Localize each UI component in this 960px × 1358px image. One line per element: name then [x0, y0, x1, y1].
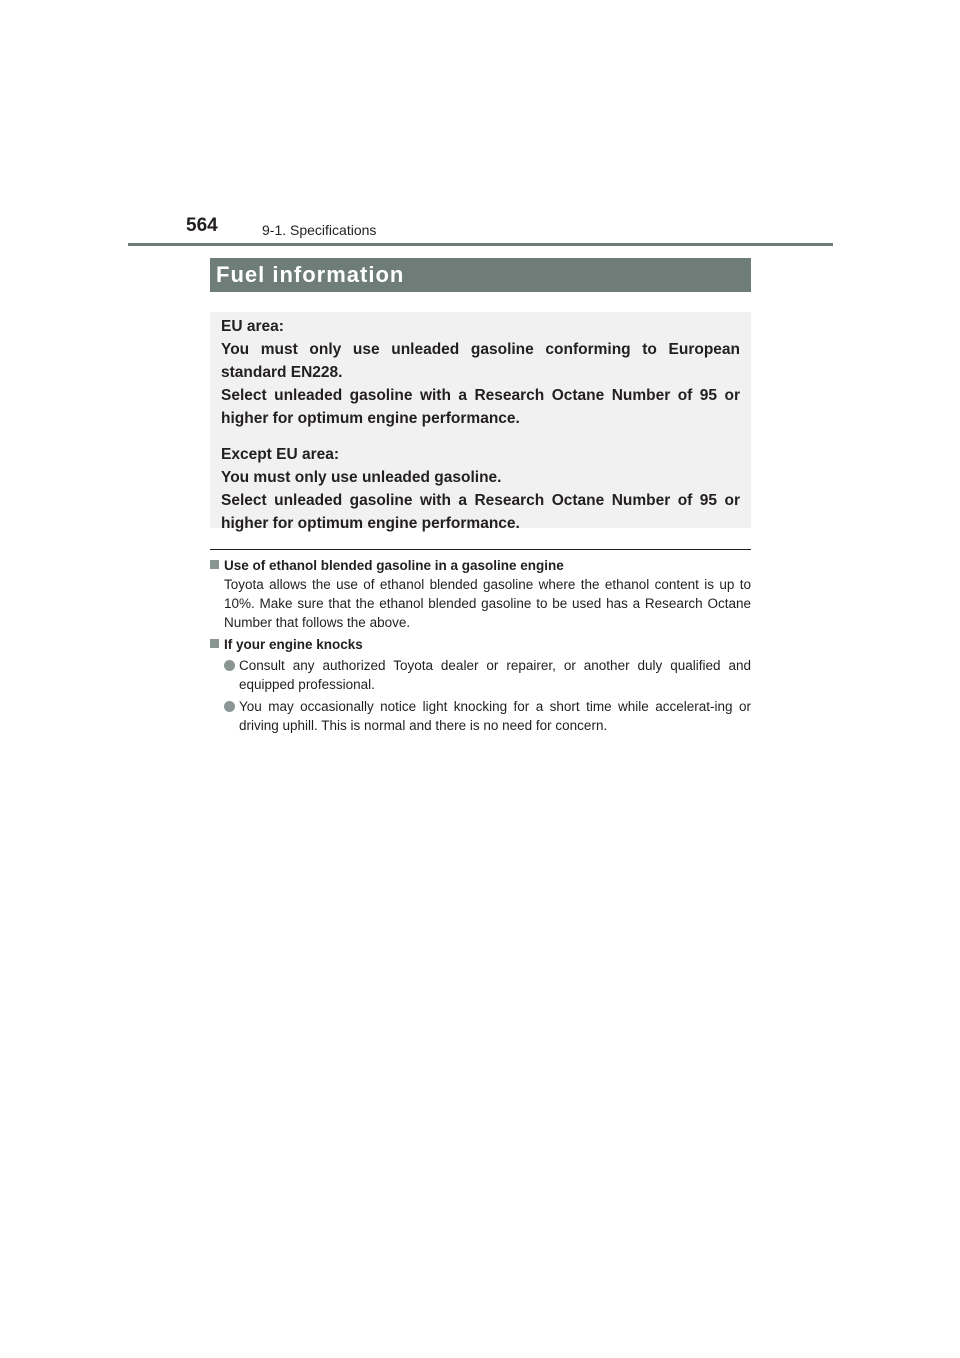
eu-area-text-1: You must only use unleaded gasoline conforming to European standard EN228.: [221, 341, 740, 381]
note-title-row: [210, 556, 751, 575]
note-title-row: [210, 635, 751, 654]
list-item-text: Consult any authorized Toyota dealer or repairer, or another duly qualified and equipped professional.: [239, 658, 751, 692]
note-title: If your engine knocks: [224, 637, 363, 652]
note-ethanol: [210, 556, 751, 632]
list-item: [210, 697, 751, 735]
page-heading: Fuel information: [216, 262, 405, 287]
circle-bullet-icon: [224, 701, 235, 712]
note-body: Toyota allows the use of ethanol blended gasoline where the ethanol content is up to 10%. Make sure that the ethanol blended gasoline to be used has a Research Octane Number that follows the above.: [224, 577, 751, 630]
note-title: Use of ethanol blended gasoline in a gasoline engine: [224, 558, 564, 573]
section-title: 9-1. Specifications: [262, 222, 377, 238]
page-number: 564: [186, 215, 218, 236]
header-rule: [128, 243, 833, 246]
section-divider: [210, 549, 751, 550]
eu-area-label: EU area:: [221, 318, 284, 335]
non-eu-area-label: Except EU area:: [221, 446, 340, 463]
non-eu-area-text-2: Select unleaded gasoline with a Research Octane Number of 95 or higher for optimum engine performance.: [221, 492, 740, 532]
square-bullet-icon: [210, 560, 219, 569]
note-engine-knocks: [210, 635, 751, 735]
square-bullet-icon: [210, 639, 219, 648]
list-item-text: You may occasionally notice light knocking for a short time while accelerat-ing or driving uphill. This is normal and there is no need for concern.: [239, 699, 751, 733]
eu-area-group: [221, 315, 740, 430]
list-item: [210, 656, 751, 694]
heading-bar: [210, 258, 751, 292]
non-eu-area-group: [221, 443, 740, 535]
non-eu-area-text-1: You must only use unleaded gasoline.: [221, 469, 502, 486]
eu-area-text-2: Select unleaded gasoline with a Research Octane Number of 95 or higher for optimum engine performance.: [221, 387, 740, 427]
circle-bullet-icon: [224, 660, 235, 671]
info-box: [210, 312, 751, 532]
